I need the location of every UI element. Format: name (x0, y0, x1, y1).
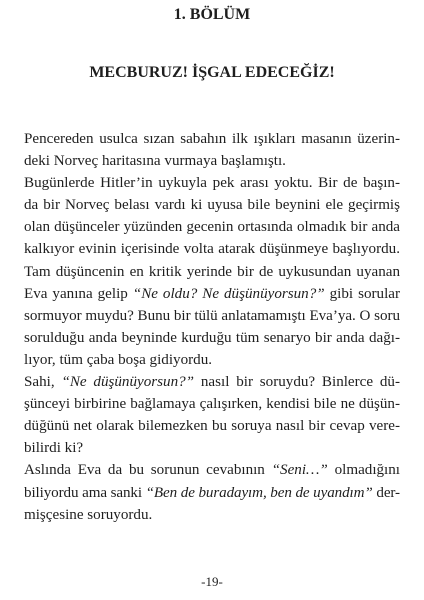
text-line (24, 172, 400, 194)
text-line (24, 305, 400, 327)
text-line (24, 393, 400, 415)
text-line (24, 371, 400, 393)
text-line (24, 261, 400, 283)
paragraph (24, 459, 400, 525)
text-segment: Tam düşüncenin en kritik yerinde bir de uykusundan uyanan (24, 263, 400, 280)
paragraph (24, 128, 400, 172)
text-segment: Aslında Eva da bu sorunun cevabının (24, 462, 272, 479)
text-segment: da bir Norveç belası vardı ki uyusa bile beynini ele geçirmiş (24, 197, 400, 214)
text-segment: olmadığını (327, 462, 400, 479)
text-line (24, 349, 400, 371)
text-line (24, 482, 400, 504)
text-segment: şünceyi birbirine bağlamaya çalışırken, kendisi bile ne düşün- (24, 396, 400, 413)
text-segment: Bugünlerde Hitler’in uykuyla pek arası yoktu. Bir de başın- (24, 175, 400, 192)
text-line (24, 415, 400, 437)
text-segment: Pencereden usulca sızan sabahın ilk ışıkları masanın üzerin- (24, 131, 400, 147)
text-segment: nasıl bir soruydu? Binlerce dü- (194, 374, 400, 391)
text-line (24, 283, 400, 305)
text-segment: bilirdi ki? (24, 440, 84, 457)
text-line (24, 437, 400, 459)
text-segment: Eva yanına gelip (24, 285, 133, 302)
text-line (24, 194, 400, 216)
text-line (24, 459, 400, 481)
text-segment: mişçesine soruyordu. (24, 506, 153, 523)
text-segment: biliyordu ama sanki (24, 484, 146, 501)
body-text (24, 128, 400, 526)
text-line (24, 150, 400, 172)
text-segment: gibi sorular (324, 285, 400, 302)
text-segment: sormuyor muydu? Bunu bir tülü anlatamamıştı Eva’ya. O soru (24, 307, 400, 324)
text-segment: kalkıyor evinin içerisinde volta atarak düşünmeye başlıyordu. (24, 241, 400, 258)
text-segment: olan düşünceler yüzünden gecenin ortasında olmadık bir anda (24, 219, 400, 236)
text-segment: der- (372, 484, 400, 501)
text-line (24, 504, 400, 526)
chapter-heading: 1. BÖLÜM (173, 6, 251, 23)
text-line (24, 238, 400, 260)
page-number: -19- (201, 574, 223, 589)
italic-quote: “Ne düşünüyorsun?” (61, 374, 195, 391)
text-segment: düğünü net olarak bilemezken bu soruya nasıl bir cevap vere- (24, 418, 400, 435)
text-segment: lıyor, tüm çaba boşa gidiyordu. (24, 351, 213, 368)
italic-quote: “Ne oldu? Ne düşünüyorsun?” (132, 285, 325, 302)
chapter-title: MECBURUZ! İŞGAL EDECEĞİZ! (89, 64, 335, 81)
text-segment: deki Norveç haritasına vurmaya başlamıştı. (24, 153, 286, 170)
italic-quote: “Ben de buradayım, ben de uyandım” (145, 484, 373, 501)
text-segment: Sahi, (24, 374, 62, 391)
text-line (24, 327, 400, 349)
text-segment: sorulduğu anda beyninde kurduğu tüm senaryo bir anda dağı- (24, 329, 400, 346)
text-line (24, 216, 400, 238)
paragraph (24, 172, 400, 371)
italic-quote: “Seni…” (271, 462, 328, 479)
paragraph (24, 371, 400, 459)
text-line (24, 128, 400, 150)
